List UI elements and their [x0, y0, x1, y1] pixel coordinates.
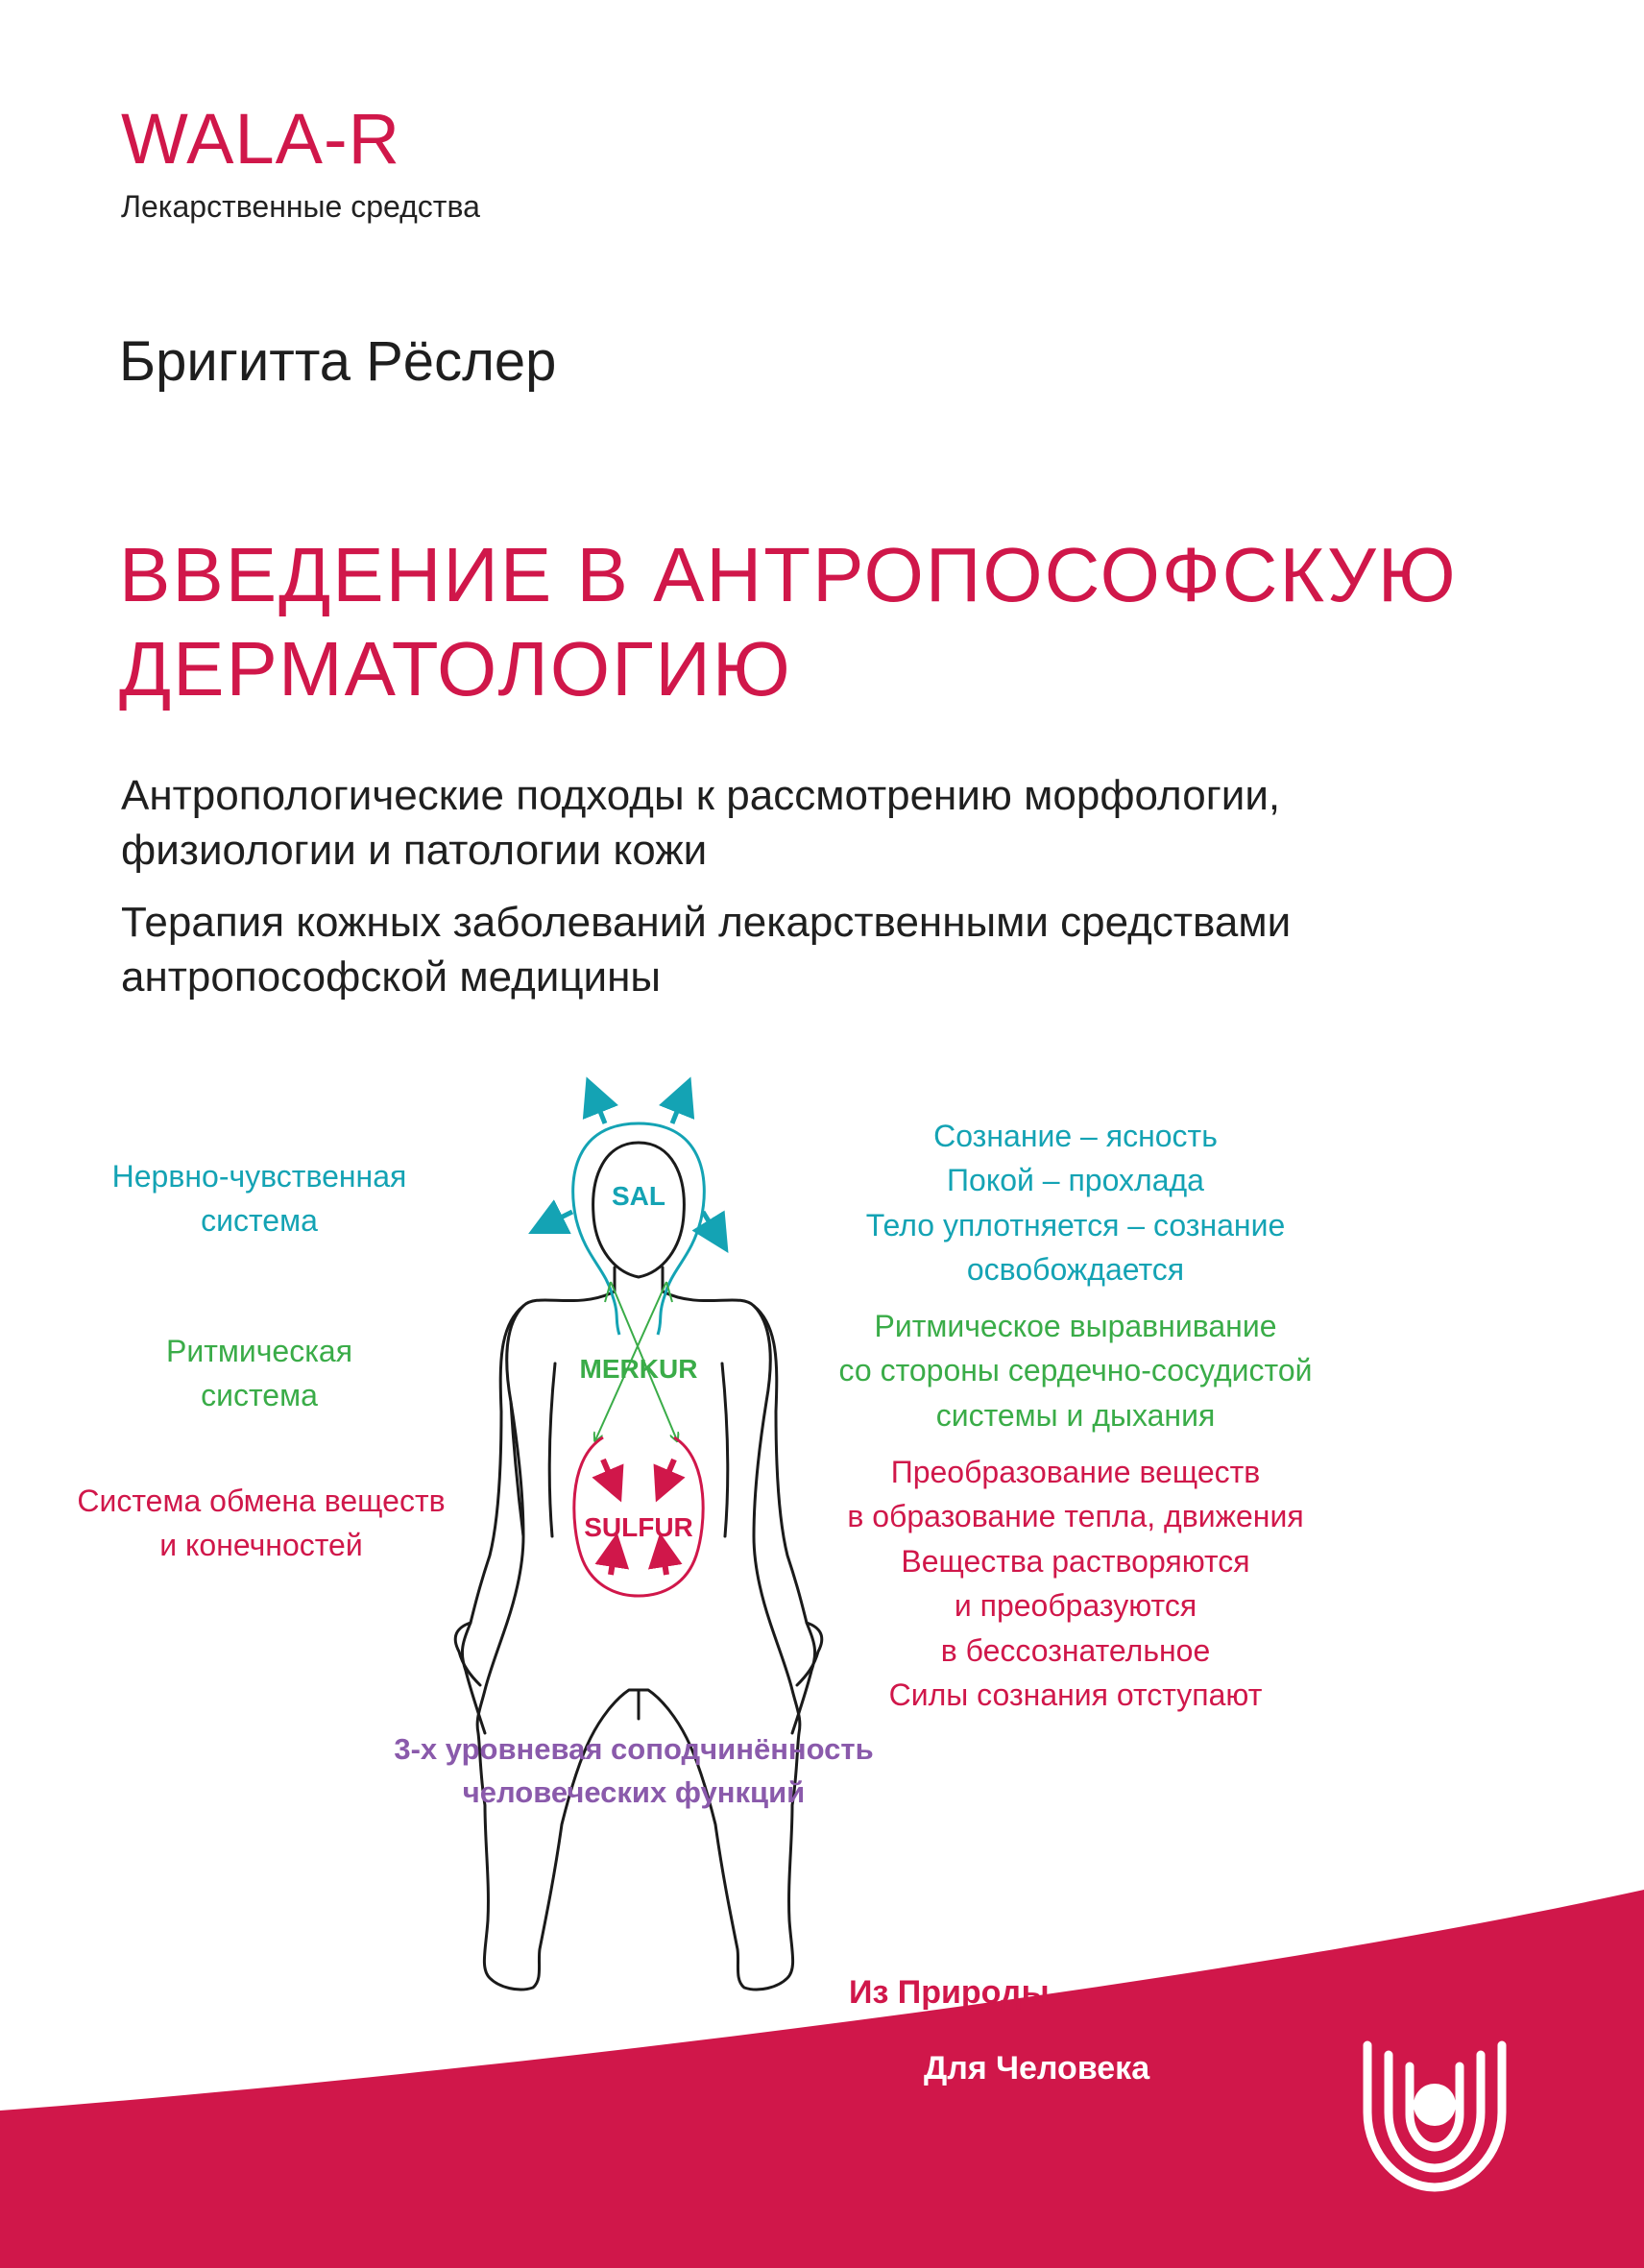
label-line: Нервно-чувственная: [111, 1159, 407, 1194]
label-line: человеческих функций: [462, 1774, 806, 1809]
brand-subtitle: Лекарственные средства: [121, 189, 480, 224]
title-line: ДЕРМАТОЛОГИЮ: [119, 625, 792, 712]
slogan-from-nature: Из Природы: [849, 1974, 1050, 2011]
description-line: Ритмическое выравнивание: [874, 1309, 1277, 1343]
description-line: и преобразуются: [954, 1588, 1197, 1624]
subtitle-line: физиологии и патологии кожи: [121, 827, 708, 875]
description-sal: [826, 1114, 1325, 1292]
author-name: Бригитта Рёслер: [119, 330, 557, 393]
label-line: 3-х уровневая соподчинённость: [394, 1732, 874, 1766]
subtitle-line: Терапия кожных заболеваний лекарственными средствами: [121, 899, 1292, 946]
description-line: Покой – прохлада: [947, 1163, 1204, 1198]
description-sulfur: [807, 1450, 1344, 1717]
sal-loop: [573, 1123, 705, 1335]
label-line: Ритмическая: [165, 1334, 353, 1368]
description-line: в бессознательное: [940, 1632, 1211, 1668]
merkur-label: MERKUR: [579, 1354, 698, 1384]
label-line: система: [201, 1203, 318, 1239]
sal-label: SAL: [612, 1181, 665, 1211]
label-nervous-system: [96, 1154, 423, 1243]
label-three-levels: [326, 1728, 941, 1815]
description-line: системы и дыхания: [935, 1397, 1216, 1433]
brand-name: WALA-R: [121, 99, 401, 179]
label-line: система: [201, 1378, 318, 1413]
label-metabolic-system: [60, 1479, 463, 1568]
label-rhythmic-system: [115, 1329, 403, 1418]
description-line: Сознание – ясность: [933, 1119, 1218, 1153]
description-line: Вещества растворяются: [901, 1543, 1250, 1579]
description-merkur: [797, 1304, 1354, 1437]
description-line: Силы сознания отступают: [888, 1677, 1263, 1712]
sal-arrows: [545, 1095, 718, 1237]
description-line: Тело уплотняется – сознание: [865, 1207, 1286, 1243]
label-line: и конечностей: [159, 1528, 363, 1563]
title-line: ВВЕДЕНИЕ В АНТРОПОСОФСКУЮ: [119, 532, 1458, 617]
subtitle-line: Антропологические подходы к рассмотрению морфологии,: [121, 772, 1281, 819]
wala-logo-icon: [1348, 2026, 1521, 2199]
description-line: со стороны сердечно-сосудистой: [838, 1353, 1313, 1388]
description-line: Преобразование веществ: [890, 1455, 1261, 1489]
description-line: освобождается: [966, 1252, 1185, 1288]
slogan-for-human: Для Человека: [924, 2050, 1150, 2087]
sulfur-label: SULFUR: [584, 1512, 693, 1542]
subtitle-line: антропософской медицины: [121, 953, 662, 1001]
body-outline: [455, 1143, 822, 1990]
description-line: в образование тепла, движения: [847, 1499, 1304, 1534]
label-line: Система обмена веществ: [77, 1484, 446, 1518]
